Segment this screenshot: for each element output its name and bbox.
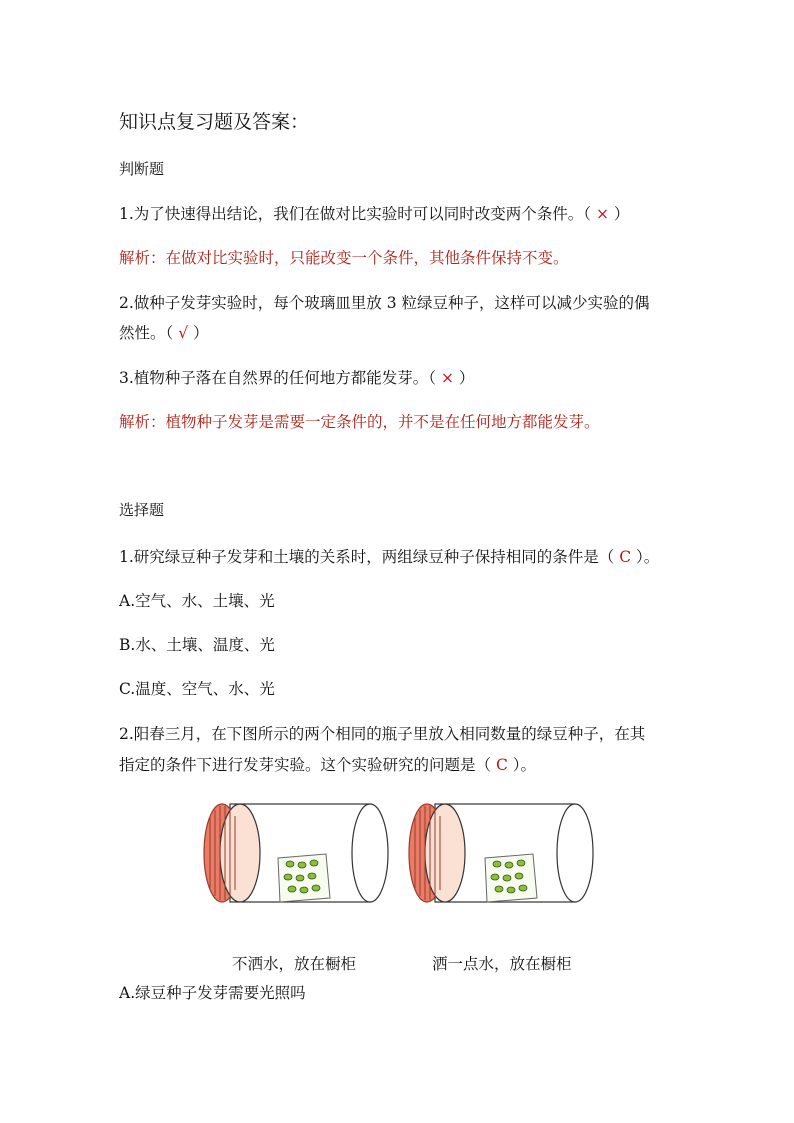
choice-question-2-option-a: A.绿豆种子发芽需要光照吗 — [119, 984, 306, 1002]
judgement-question-3 — [119, 366, 474, 388]
jar-watered — [409, 804, 593, 902]
choice-question-1 — [119, 545, 659, 567]
answer-mark: √ — [178, 324, 189, 342]
question-text: 1.为了快速得出结论，我们在做对比实验时可以同时改变两个条件。（ — [119, 205, 592, 223]
question-text: 然性。（ — [119, 324, 174, 342]
question-close: ）。 — [512, 756, 537, 774]
answer-mark: × — [440, 369, 454, 387]
explanation-3: 解析：植物种子发芽是需要一定条件的，并不是在任何地方都能发芽。 — [119, 413, 600, 431]
question-close: ） — [193, 324, 209, 342]
answer-mark: C — [495, 756, 508, 774]
question-close: ）。 — [636, 548, 660, 566]
question-text: 指定的条件下进行发芽实验。这个实验研究的问题是（ — [119, 756, 492, 774]
question-text: 1.研究绿豆种子发芽和土壤的关系时，两组绿豆种子保持相同的条件是（ — [119, 548, 615, 566]
section-heading-choice: 选择题 — [119, 501, 165, 519]
judgement-question-2-line1: 2.做种子发芽实验时，每个玻璃皿里放 3 粒绿豆种子，这样可以减少实验的偶 — [119, 294, 650, 312]
answer-mark: × — [595, 205, 609, 223]
judgement-question-1 — [119, 202, 629, 224]
choice-question-2-line1: 2.阳春三月，在下图所示的两个相同的瓶子里放入相同数量的绿豆种子，在其 — [119, 725, 646, 743]
jar-dry — [204, 804, 388, 902]
caption-dry: 不洒水，放在橱柜 — [232, 954, 357, 973]
option-b: B.水、土壤、温度、光 — [119, 636, 275, 654]
choice-question-2-line2 — [119, 753, 536, 775]
judgement-question-2-line2 — [119, 321, 209, 343]
experiment-illustration — [200, 798, 600, 910]
page-title: 知识点复习题及答案： — [119, 111, 310, 133]
explanation-1: 解析：在做对比实验时，只能改变一个条件，其他条件保持不变。 — [119, 249, 569, 267]
question-text: 3.植物种子落在自然界的任何地方都能发芽。（ — [119, 369, 437, 387]
section-heading-judgement: 判断题 — [119, 160, 165, 178]
option-a: A.空气、水、土壤、光 — [119, 592, 275, 610]
question-close: ） — [613, 205, 630, 223]
caption-watered: 洒一点水，放在橱柜 — [432, 954, 572, 973]
option-c: C.温度、空气、水、光 — [119, 680, 275, 698]
answer-mark: C — [619, 548, 632, 566]
question-close: ） — [458, 369, 475, 387]
